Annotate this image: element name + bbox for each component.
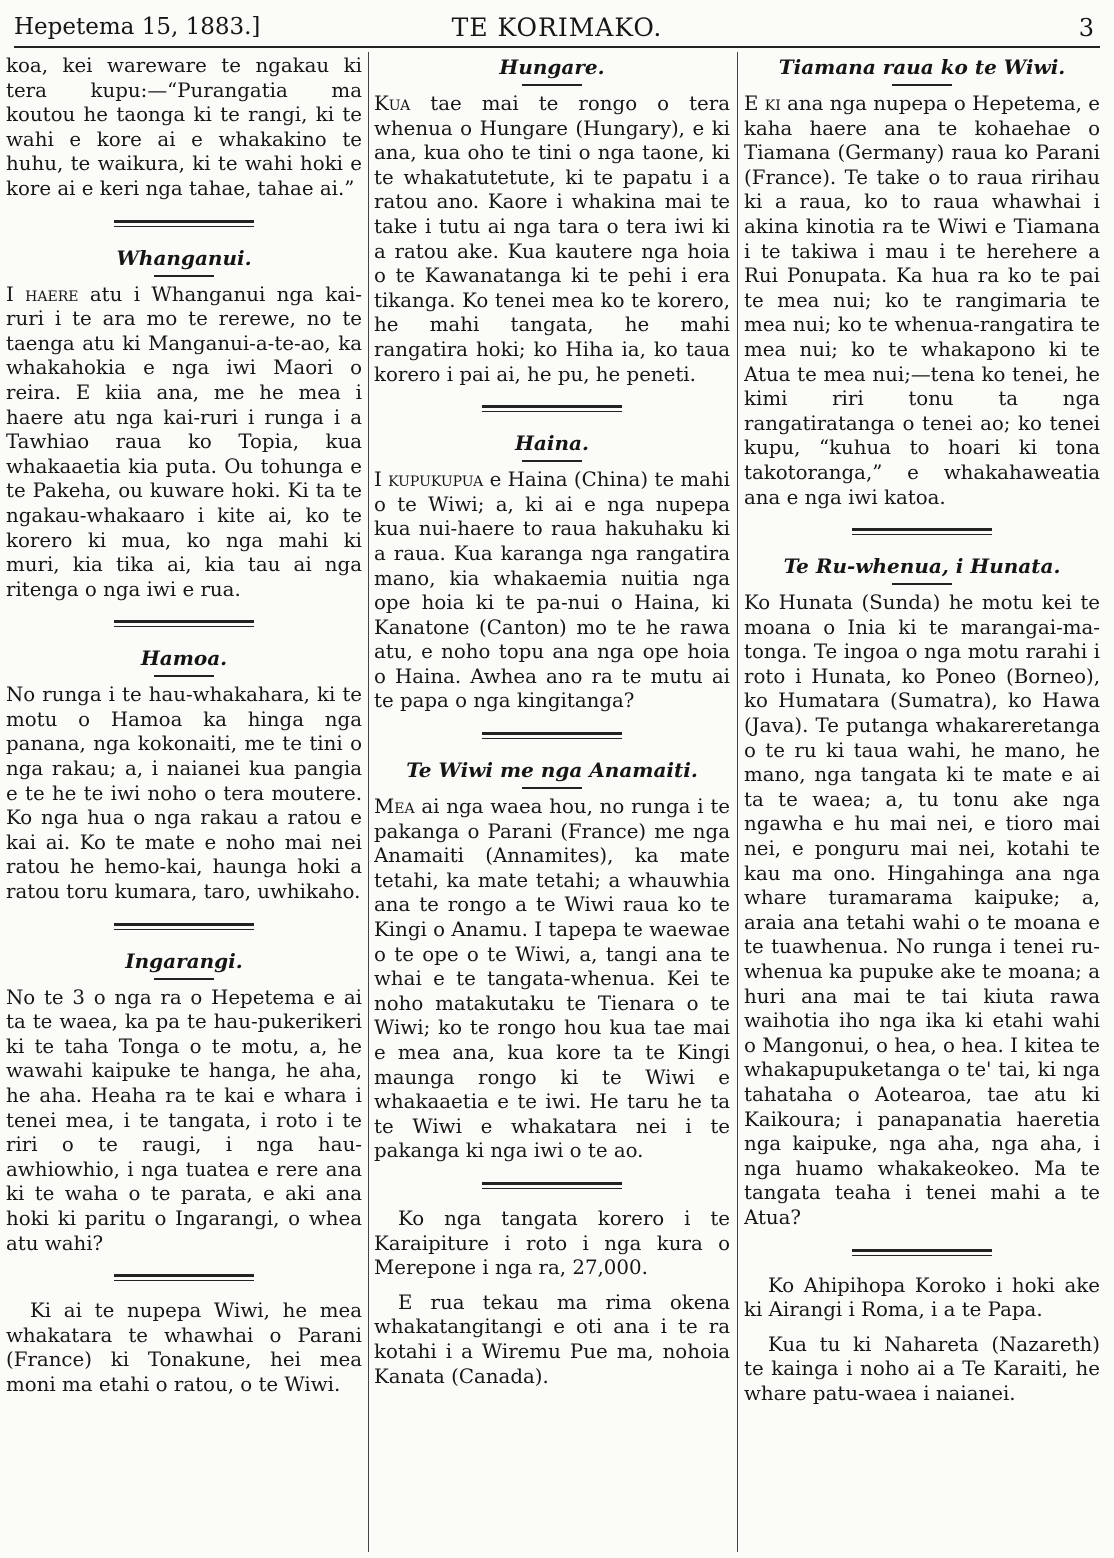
heading-hamoa: Hamoa. xyxy=(140,646,228,671)
note-okena: E rua tekau ma rima okena whakatangitangi e oti ana i te ra kotahi i a Wiremu Pue ma, nohoia Kanata (Canada). xyxy=(374,1290,730,1388)
heading-underline xyxy=(154,275,214,277)
lead-words: Kua xyxy=(374,92,411,115)
article-hunata: Ko Hunata (Sunda) he motu kei te moana o Inia ki te marangai-ma-tonga. Te ingoa o nga motu rarahi i roto i Hunata, ko Poneo (Borneo), ko Humatara (Sumatra), ko Hawa (Java). Te putanga whakareretanga o te ru ki taua wahi, he mano, he mano, nga tangata ki te mate e ai ta te waea; a, tu tonu ake nga ngawha e hu mai nei, e tioro mai nei, e ponguru mai nei, kotahi te kau ma ono. Hingahinga ana nga whare turamarama kaipuke; a, araia ana tetahi wahi o te moana e te tuawhenua. No runga i tenei ru-whenua ka pupuke ake te moana; a huri ana mai te tai kiuta rawa waihotia iho nga ika ki etahi wahi o Mangonui, o hea, o hea. I kitea te whakapupuketanga o te' tai, ki nga tahataha o Aotearoa, tae atu ki Kaikoura; i panapanatia haeretia nga kaipuke, nga aha, nga aha, i nga huamo whakakeokeo. Ma te tangata teaha i tenei mahi a te Atua? xyxy=(744,591,1100,1229)
heading-anamaiti: Te Wiwi me nga Anamaiti. xyxy=(406,758,698,783)
column-rule xyxy=(368,52,369,1552)
column-1 xyxy=(6,54,362,1550)
intro-paragraph: koa, kei wareware te ngakau ki tera kupu:—“Purangatia ma koutou he taonga ki te rangi, ki te wahi e kore ai e whakakino te huhu, te waikura, ki te wahi hoki e kore ai e keri nga tahae, tahae ai.” xyxy=(6,54,362,200)
section-divider xyxy=(482,405,622,412)
article-body: atu i Whanganui nga kai-ruri i te ara mo te rerewe, no te taenga atu ki Manganui-a-te-ao, ka whakahokia e nga iwi Maori o reira. E kiia ana, me he mea i haere atu nga kai-ruri i runga i a Tawhiao raua ko Topia, kua whakaaetia kia puta. Ou tohunga e te Pakeha, ou kuware hoki. Ki ta te ngakau-whakaaro i kite ai, ko te korero ki mua, ko nga mahi ki muri, kia tika ai, kia tau ai nga ritenga o nga iwi e rua. xyxy=(6,282,362,601)
column-rule xyxy=(737,52,738,1552)
page-number: 3 xyxy=(1078,14,1094,42)
article-body: e Haina (China) te mahi o te Wiwi; a, ki ai e nga nupepa kua nui-haere to raua hakuhaku ki a raua. Kua karanga nga rangatira mano, kia whakaemia nuitia nga ope hoia ki te pa-nui o Haina, ki Kanatone (Canton) mo te he rawa atu, e noho topu ana nga ope hoia o Haina. Awhea ano ra te mutu ai te papa o nga kingitanga? xyxy=(374,468,730,713)
section-divider xyxy=(852,1249,992,1256)
article-ingarangi: No te 3 o nga ra o Hepetema e ai ta te waea, ka pa te hau-pukerikeri ki te taha Tonga o te motu, a, he wawahi kaipuke te hanga, he aha, he aha. Heaha ra te kai e whara i tenei mea, i te tangata, i roto i te riri o te raugi, i nga hau-awhiowhio, i nga tuatea e rere ana ki te waha o te parata, e aki ana hoki ki paritu o Ingarangi, o whea atu wahi? xyxy=(6,985,362,1255)
article-haina xyxy=(374,468,730,714)
section-divider xyxy=(114,1274,254,1281)
heading-underline xyxy=(522,84,582,86)
heading-ingarangi: Ingarangi. xyxy=(125,948,243,973)
article-body: ana nga nupepa o Hepetema, e kaha haere ana te kohaehae o Tiamana (Germany) raua ko Parani (France). Te take o to raua ririhau ki a raua, ko to raua whawhai i akina kinotia ra te Wiwi e Tiamana i te takiwa i mau i te herehere a Rui Ponupata. Ka hua ra ko te pai te mea nui; ko te rangimaria te mea nui; ko te whenua-rangatira te mea nui; ko te whakapono ki te Atua te mea nui;—tena ko tenei, he kimi riri tonu ta nga rangatiratanga o tenei ao; ko tenei kupu, “kuhua to hoari ki tona takotoranga,” e whakahaweatia ana e nga iwi katoa. xyxy=(744,92,1100,509)
heading-underline xyxy=(154,978,214,980)
article-hamoa: No runga i te hau-whakahara, ki te motu o Hamoa ka hinga nga panana, nga kokonaiti, me te tini o nga rakau; a, i naianei kua pangia e te he te iwi noho o tera moutere. Ko nga hua o nga rakau a ratou e kai ai. Ko te mate e noho mai nei ratou he hemo-kai, haunga hoki a ratou toru kumara, taro, uwhikaho. xyxy=(6,683,362,904)
note-ahipihopa: Ko Ahipihopa Koroko i hoki ake ki Airangi i Roma, i a te Papa. xyxy=(744,1273,1100,1322)
article-body: ai nga waea hou, no runga i te pakanga o Parani (France) me nga Anamaiti (Annamites), ka mate tetahi, ka mate tetahi; a whauwhia ana te rongo a te Wiwi raua ko te Kingi o Anamu. I tapepa te waewae o te ope o te Wiwi, a, tangi ana te whai e te tangata-whenua. Kei te noho matakutaku te Tienara o te Wiwi; ko te rongo hou kua tae mai e mea ana, kua kore ta te Kingi maunga rongo ki te Wiwi e whakaaetia e te iwi. He taru he ta te Wiwi e whakatara nei i te pakanga ki nga iwi o te ao. xyxy=(374,795,730,1163)
section-divider xyxy=(114,923,254,930)
column-3 xyxy=(744,54,1100,1550)
heading-underline xyxy=(522,460,582,462)
heading-underline xyxy=(522,787,582,789)
article-tiamana xyxy=(744,92,1100,510)
lead-words: E ki xyxy=(744,92,781,115)
lead-words: Mea xyxy=(374,795,415,819)
heading-underline xyxy=(154,675,214,677)
lead-words: I kupukupua xyxy=(374,468,484,492)
newspaper-title: TE KORIMAKO. xyxy=(451,13,663,42)
article-hungare xyxy=(374,92,730,387)
note-nahareta: Kua tu ki Nahareta (Nazareth) te kainga i noho ai a Te Karaiti, he whare patu-waea i naianei. xyxy=(744,1332,1100,1405)
heading-underline xyxy=(892,84,952,86)
masthead xyxy=(14,10,1100,48)
heading-whanganui: Whanganui. xyxy=(116,245,252,270)
article-body: tae mai te rongo o tera whenua o Hungare (Hungary), e ki ana, kua oho te tini o nga taone, ki te whakatutetute, ki te papatu i a ratou ano. Kaore i whakina mai te take i tutu ai nga tara o tera iwi ki a ratou ake. Kua kautere nga hoia o te Kawanatanga ki te pehi i era tikanga. Ko tenei mea ko te korero, he mahi tangata, he mahi rangatira hoki; ko Hiha ia, ko taua korero i pai ai, he pu, he peneti. xyxy=(374,92,730,386)
section-divider xyxy=(852,528,992,535)
section-divider xyxy=(482,1182,622,1189)
issue-date: Hepetema 15, 1883.] xyxy=(14,14,261,40)
section-divider xyxy=(114,620,254,627)
heading-hungare: Hungare. xyxy=(499,55,605,79)
section-divider xyxy=(114,220,254,227)
heading-tiamana: Tiamana raua ko te Wiwi. xyxy=(778,55,1066,79)
note-karaipiture: Ko nga tangata korero i te Karaipiture i roto i nga kura o Merepone i nga ra, 27,000. xyxy=(374,1206,730,1280)
heading-haina: Haina. xyxy=(515,431,589,456)
column-2 xyxy=(374,54,730,1550)
heading-underline xyxy=(892,583,952,585)
article-anamaiti xyxy=(374,795,730,1164)
lead-words: I haere xyxy=(6,282,79,306)
section-divider xyxy=(482,732,622,739)
heading-hunata: Te Ru-whenua, i Hunata. xyxy=(783,554,1061,579)
article-whanganui xyxy=(6,283,362,603)
note-wiwi: Ki ai te nupepa Wiwi, he mea whakatara te whawhai o Parani (France) ki Tonakune, hei mea moni ma etahi o ratou, o te Wiwi. xyxy=(6,1299,362,1396)
